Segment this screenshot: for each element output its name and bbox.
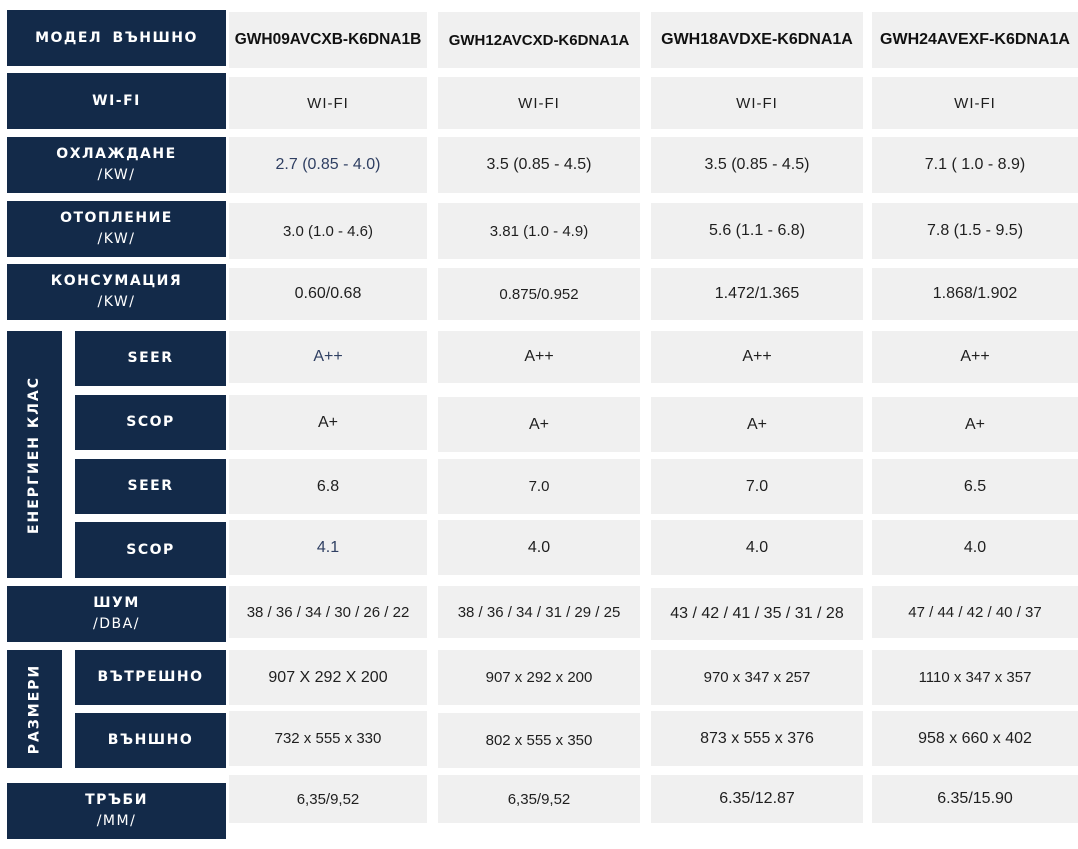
dimensions-group-label <box>7 650 62 768</box>
model-header-2: GWH12AVCXD-K6DNA1A <box>438 12 640 68</box>
indoor-value-4: 1110 x 347 x 357 <box>872 650 1078 705</box>
pipes-value-1: 6,35/9,52 <box>229 775 427 823</box>
row-label-noise <box>7 586 226 642</box>
seer-value-label: SEER <box>127 478 174 494</box>
consumption-value-2: 0.875/0.952 <box>438 268 640 320</box>
cooling-value-2: 3.5 (0.85 - 4.5) <box>438 137 640 193</box>
cooling-value-3: 3.5 (0.85 - 4.5) <box>651 137 863 193</box>
row-label-indoor <box>75 650 226 705</box>
noise-value-3: 43 / 42 / 41 / 35 / 31 / 28 <box>651 588 863 640</box>
consumption-value-3: 1.472/1.365 <box>651 268 863 320</box>
noise-value-2: 38 / 36 / 34 / 31 / 29 / 25 <box>438 586 640 638</box>
heating-unit: /KW/ <box>97 231 136 247</box>
seer-class-value-1: A++ <box>229 331 427 383</box>
consumption-unit: /KW/ <box>97 294 136 310</box>
outdoor-value-4: 958 x 660 x 402 <box>872 711 1078 766</box>
cooling-value-4: 7.1 ( 1.0 - 8.9) <box>872 137 1078 193</box>
model-header-3: GWH18AVDXE-K6DNA1A <box>651 12 863 68</box>
wifi-value-4: WI-FI <box>872 77 1078 129</box>
wifi-value-3: WI-FI <box>651 77 863 129</box>
noise-value-4: 47 / 44 / 42 / 40 / 37 <box>872 586 1078 638</box>
scop-class-value-3: A+ <box>651 397 863 452</box>
row-label-outdoor <box>75 713 226 768</box>
model-header-4: GWH24AVEXF-K6DNA1A <box>872 12 1078 68</box>
noise-value-1: 38 / 36 / 34 / 30 / 26 / 22 <box>229 586 427 638</box>
pipes-value-3: 6.35/12.87 <box>651 775 863 823</box>
consumption-value-4: 1.868/1.902 <box>872 268 1078 320</box>
outdoor-value-2: 802 x 555 x 350 <box>438 713 640 768</box>
energy-class-group-label <box>7 331 62 578</box>
scop-value-3: 4.0 <box>651 520 863 575</box>
header-label-cell <box>7 10 226 66</box>
header-label: МОДЕЛ ВЪНШНО <box>35 29 198 46</box>
wifi-value-1: WI-FI <box>229 77 427 129</box>
scop-value-1: 4.1 <box>229 520 427 575</box>
scop-class-value-2: A+ <box>438 397 640 452</box>
scop-class-value-4: A+ <box>872 397 1078 452</box>
heating-value-1: 3.0 (1.0 - 4.6) <box>229 203 427 259</box>
noise-unit: /DBA/ <box>93 616 140 632</box>
consumption-value-1: 0.60/0.68 <box>229 268 427 320</box>
noise-label: ШУМ <box>93 595 140 611</box>
scop-value-2: 4.0 <box>438 520 640 575</box>
pipes-unit: /MM/ <box>96 813 137 829</box>
energy-class-label: ЕНЕРГИЕН КЛАС <box>26 375 43 534</box>
heating-value-4: 7.8 (1.5 - 9.5) <box>872 203 1078 259</box>
seer-value-3: 7.0 <box>651 459 863 514</box>
seer-value-2: 7.0 <box>438 459 640 514</box>
model-header-1: GWH09AVCXB-K6DNA1B <box>229 12 427 68</box>
row-label-scop-value <box>75 522 226 578</box>
row-label-heating <box>7 201 226 257</box>
cooling-value-1: 2.7 (0.85 - 4.0) <box>229 137 427 193</box>
seer-class-value-4: A++ <box>872 331 1078 383</box>
indoor-value-2: 907 x 292 x 200 <box>438 650 640 705</box>
seer-class-value-3: A++ <box>651 331 863 383</box>
scop-value-label: SCOP <box>126 541 175 558</box>
outdoor-value-1: 732 x 555 x 330 <box>229 711 427 766</box>
seer-value-4: 6.5 <box>872 459 1078 514</box>
heating-value-3: 5.6 (1.1 - 6.8) <box>651 203 863 259</box>
cooling-label: ОХЛАЖДАНЕ <box>56 146 177 162</box>
heating-value-2: 3.81 (1.0 - 4.9) <box>438 203 640 259</box>
outdoor-label: ВЪНШНО <box>107 732 194 748</box>
pipes-value-2: 6,35/9,52 <box>438 775 640 823</box>
wifi-value-2: WI-FI <box>438 77 640 129</box>
pipes-label: ТРЪБИ <box>85 792 148 808</box>
indoor-label: ВЪТРЕШНО <box>97 669 204 685</box>
outdoor-value-3: 873 x 555 x 376 <box>651 711 863 766</box>
row-label-scop-class <box>75 395 226 450</box>
row-label-seer-value <box>75 459 226 514</box>
seer-class-value-2: A++ <box>438 331 640 383</box>
cooling-unit: /KW/ <box>97 167 136 183</box>
dimensions-label: РАЗМЕРИ <box>26 663 43 755</box>
pipes-value-4: 6.35/15.90 <box>872 775 1078 823</box>
row-label-wifi <box>7 73 226 129</box>
indoor-value-1: 907 X 292 X 200 <box>229 650 427 705</box>
scop-class-label: SCOP <box>126 414 175 430</box>
row-label-seer-class <box>75 331 226 386</box>
row-label-cooling <box>7 137 226 193</box>
heating-label: ОТОПЛЕНИЕ <box>60 210 173 226</box>
consumption-label: КОНСУМАЦИЯ <box>50 273 183 289</box>
indoor-value-3: 970 x 347 x 257 <box>651 650 863 705</box>
wifi-label: WI-FI <box>92 92 141 109</box>
row-label-pipes <box>7 783 226 839</box>
seer-class-label: SEER <box>127 350 174 366</box>
row-label-consumption <box>7 264 226 320</box>
scop-value-4: 4.0 <box>872 520 1078 575</box>
seer-value-1: 6.8 <box>229 459 427 514</box>
scop-class-value-1: A+ <box>229 395 427 450</box>
